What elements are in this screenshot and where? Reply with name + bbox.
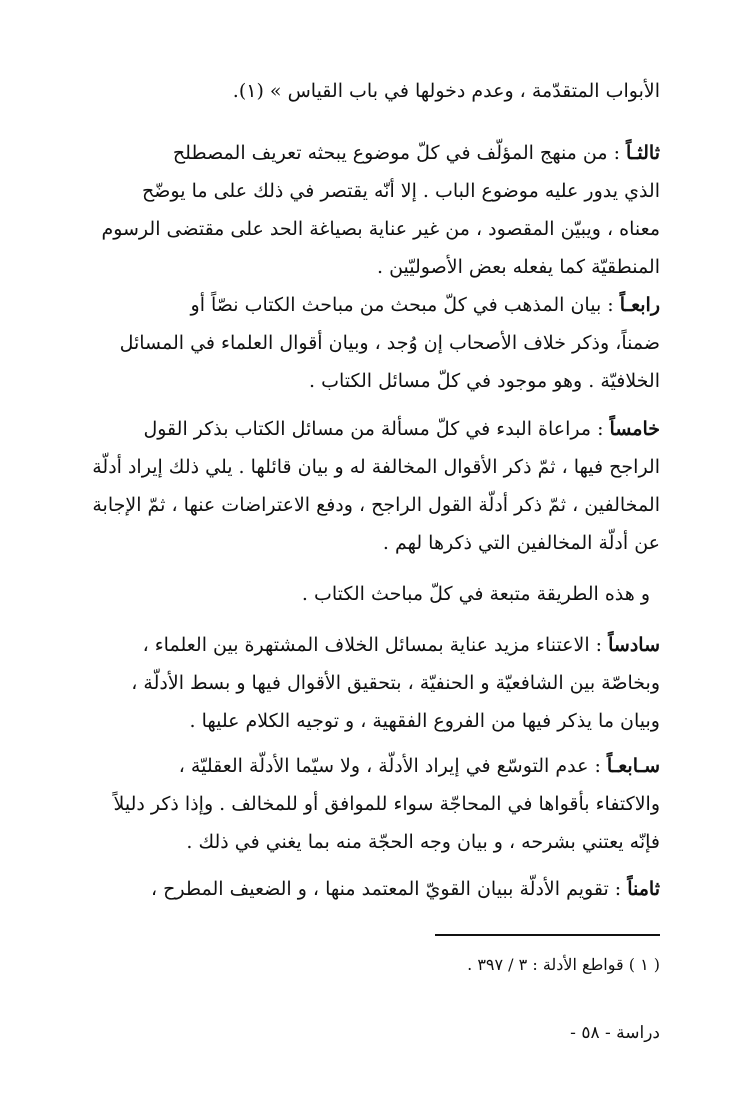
paragraph-khamisan — [92, 410, 660, 562]
paragraph-line: الأبواب المتقدّمة ، وعدم دخولها في باب القياس » (١). — [232, 80, 660, 102]
paragraph-sadisan — [92, 626, 660, 740]
paragraph-thalithan — [92, 134, 660, 286]
paragraph-line — [92, 286, 660, 324]
paragraph-heading: خامساً — [609, 418, 660, 440]
paragraph-heading: سـابعـاً — [606, 755, 660, 777]
paragraph-line: معناه ، ويبيّن المقصود ، من غير عناية بصياغة الحد على مقتضى الرسوم — [101, 218, 660, 240]
paragraph-rabian — [92, 286, 660, 400]
paragraph-line: و هذه الطريقة متبعة في كلّ مباحث الكتاب . — [301, 583, 650, 605]
paragraph-line: الذي يدور عليه موضوع الباب . إلا أنّه يقتصر في ذلك على ما يوضّح — [142, 180, 660, 202]
paragraph-note — [92, 575, 660, 613]
paragraph-line: الخلافيّة . وهو موجود في كلّ مسائل الكتاب . — [308, 370, 660, 392]
paragraph-line: وبيان ما يذكر فيها من الفروع الفقهية ، و توجيه الكلام عليها . — [189, 710, 660, 732]
paragraph-line — [92, 747, 660, 785]
paragraph-heading: ثالثـاً — [626, 142, 660, 164]
paragraph-heading: رابعـاً — [619, 294, 660, 316]
paragraph-line-text: : من منهج المؤلّف في كلّ موضوع يبحثه تعريف المصطلح — [172, 142, 627, 164]
paragraph-heading: ثامناً — [627, 878, 660, 900]
paragraph-continuation — [92, 72, 660, 110]
paragraph-line — [92, 134, 660, 172]
paragraph-line-text: : بيان المذهب في كلّ مبحث من مباحث الكتاب نصّاً أو — [190, 294, 620, 316]
paragraph-heading: سادساً — [608, 634, 660, 656]
page-number: دراسة - ٥٨ - — [570, 1023, 660, 1043]
paragraph-line: والاكتفاء بأقواها في المحاجّة سواء للموافق أو للمخالف . وإذا ذكر دليلاً — [113, 793, 660, 815]
paragraph-line-text: : تقويم الأدلّة ببيان القويّ المعتمد منها ، و الضعيف المطرح ، — [150, 878, 628, 900]
paragraph-line: المنطقيّة كما يفعله بعض الأصوليّين . — [376, 256, 660, 278]
footnote-divider — [435, 934, 660, 936]
paragraph-line — [92, 626, 660, 664]
footnote: ( ١ ) قواطع الأدلة : ٣ / ٣٩٧ . — [467, 955, 660, 974]
paragraph-line: عن أدلّة المخالفين التي ذكرها لهم . — [382, 532, 660, 554]
paragraph-line: فإنّه يعتني بشرحه ، و بيان وجه الحجّة منه بما يغني في ذلك . — [186, 831, 660, 853]
paragraph-line — [92, 870, 660, 908]
paragraph-line-text: : الاعتناء مزيد عناية بمسائل الخلاف المشتهرة بين العلماء ، — [142, 634, 609, 656]
paragraph-line: ضمناً، وذكر خلاف الأصحاب إن وُجد ، وبيان أقوال العلماء في المسائل — [119, 332, 660, 354]
paragraph-sabian — [92, 747, 660, 861]
paragraph-line-text: : مراعاة البدء في كلّ مسألة من مسائل الكتاب بذكر القول — [143, 418, 610, 440]
paragraph-line: الراجح فيها ، ثمّ ذكر الأقوال المخالفة له و بيان قائلها . يلي ذلك إيراد أدلّة — [92, 456, 660, 478]
paragraph-line — [92, 410, 660, 448]
paragraph-line-text: : عدم التوسّع في إيراد الأدلّة ، ولا سيّما الأدلّة العقليّة ، — [178, 755, 607, 777]
paragraph-line: وبخاصّة بين الشافعيّة و الحنفيّة ، بتحقيق الأقوال فيها و بسط الأدلّة ، — [131, 672, 660, 694]
paragraph-thaminan — [92, 870, 660, 908]
paragraph-line: المخالفين ، ثمّ ذكر أدلّة القول الراجح ، ودفع الاعتراضات عنها ، ثمّ الإجابة — [92, 494, 660, 516]
